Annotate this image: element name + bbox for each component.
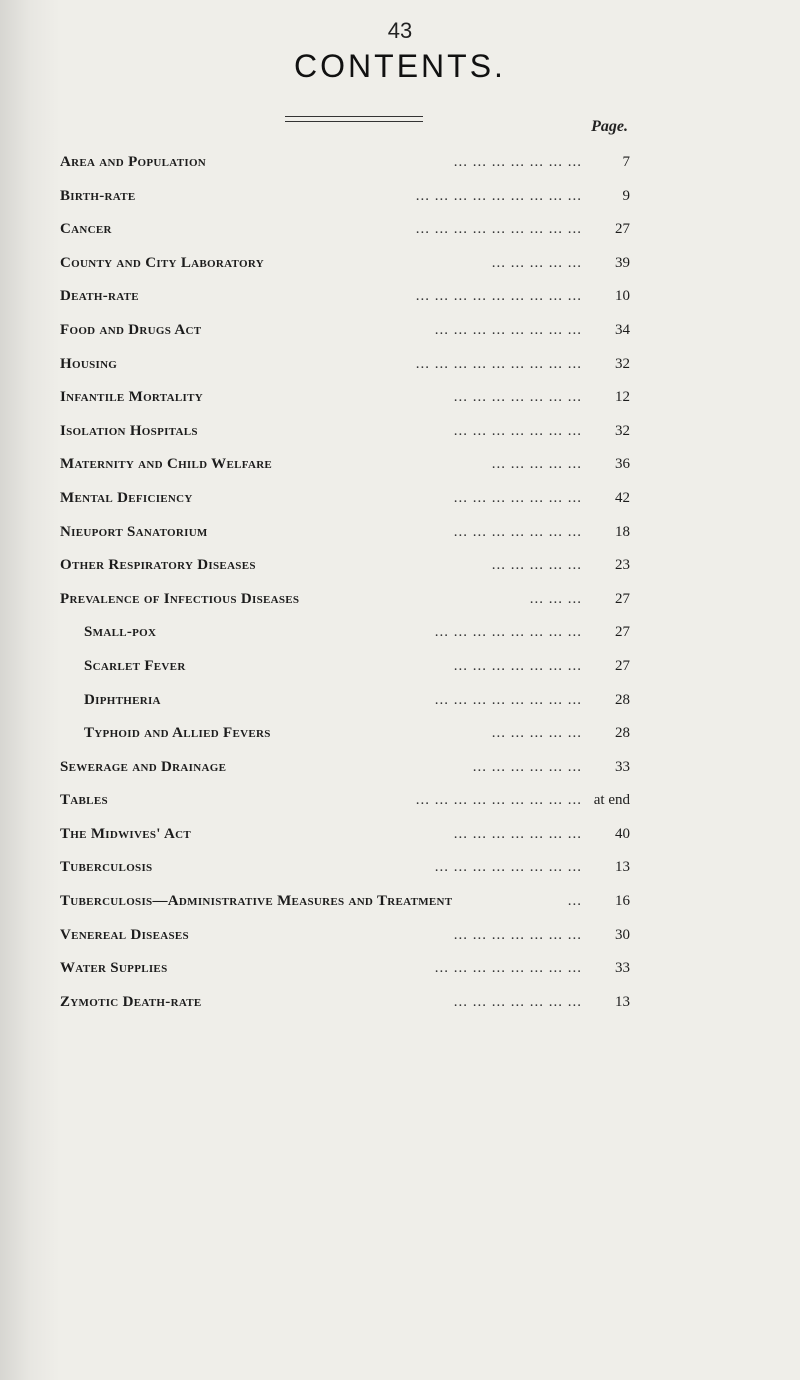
toc-entry	[60, 583, 630, 617]
toc-leader-dots: ... ... ... ... ... ... ... ... ...	[415, 792, 582, 809]
toc-leader-dots: ... ... ...	[529, 590, 582, 607]
toc-entry-page-number: 23	[615, 557, 630, 574]
page-number: 43	[387, 18, 413, 43]
toc-leader-dots: ... ... ... ... ... ... ...	[453, 523, 582, 540]
toc-entry-label: Housing	[60, 355, 118, 372]
toc-entry	[60, 650, 630, 684]
toc-entry-page-number: 39	[615, 254, 630, 271]
toc-entry-label: Other Respiratory Diseases	[60, 557, 256, 574]
toc-leader-dots: ... ... ... ... ... ... ...	[453, 389, 582, 406]
toc-leader-dots: ... ... ... ... ...	[491, 725, 582, 742]
toc-leader-dots: ... ... ... ... ... ... ...	[453, 657, 582, 674]
toc-entry	[60, 885, 630, 919]
toc-leader-dots: ...	[567, 893, 582, 910]
toc-entry	[60, 146, 630, 180]
toc-entry-page-number: 32	[615, 355, 630, 372]
toc-entry-label: Mental Deficiency	[60, 489, 193, 506]
toc-entry	[60, 247, 630, 281]
toc-entry-label: Small-pox	[84, 624, 157, 641]
toc-leader-dots: ... ... ... ... ... ... ... ... ...	[415, 288, 582, 305]
toc-entry-label: Tuberculosis	[60, 859, 153, 876]
toc-entry-label: Nieuport Sanatorium	[60, 523, 208, 540]
toc-entry-label: The Midwives' Act	[60, 825, 192, 842]
toc-leader-dots: ... ... ... ... ...	[491, 557, 582, 574]
toc-leader-dots: ... ... ... ... ... ... ... ... ...	[415, 221, 582, 238]
toc-entry-page-number: 30	[615, 926, 630, 943]
toc-entry-label: Birth-rate	[60, 187, 136, 204]
toc-entry-label: Water Supplies	[60, 960, 168, 977]
toc-entry-page-number: 9	[622, 187, 630, 204]
toc-entry-page-number: 33	[615, 960, 630, 977]
toc-leader-dots: ... ... ... ... ... ... ...	[453, 993, 582, 1010]
toc-entry-page-number: 12	[615, 389, 630, 406]
toc-entry	[60, 213, 630, 247]
toc-entry	[60, 448, 630, 482]
toc-entry	[60, 784, 630, 818]
toc-entry	[60, 919, 630, 953]
toc-entry-label: Zymotic Death-rate	[60, 993, 202, 1010]
page-title: CONTENTS.	[294, 48, 506, 84]
toc-entry	[60, 751, 630, 785]
toc-entry-page-number: at end	[593, 792, 630, 809]
toc-entry	[60, 986, 630, 1020]
toc-entry	[60, 482, 630, 516]
toc-leader-dots: ... ... ... ... ... ... ... ...	[434, 859, 582, 876]
toc-entry	[60, 516, 630, 550]
toc-entry-page-number: 36	[615, 456, 630, 473]
toc-entry-page-number: 27	[615, 657, 630, 674]
toc-entry-page-number: 13	[615, 859, 630, 876]
toc-entry	[60, 381, 630, 415]
table-of-contents	[60, 146, 630, 1019]
toc-leader-dots: ... ... ... ... ... ... ... ...	[434, 624, 582, 641]
toc-entry-page-number: 34	[615, 321, 630, 338]
toc-entry-page-number: 27	[615, 624, 630, 641]
toc-entry	[60, 851, 630, 885]
toc-entry-page-number: 33	[615, 758, 630, 775]
toc-entry-page-number: 27	[615, 221, 630, 238]
toc-leader-dots: ... ... ... ... ... ... ... ... ...	[415, 187, 582, 204]
toc-leader-dots: ... ... ... ... ... ... ...	[453, 489, 582, 506]
toc-entry	[60, 415, 630, 449]
toc-entry-label: Scarlet Fever	[84, 657, 186, 674]
page-column-label: Page.	[591, 118, 628, 135]
toc-entry-label: Cancer	[60, 221, 112, 238]
toc-entry-page-number: 13	[615, 993, 630, 1010]
title-rule-divider	[285, 116, 423, 122]
toc-leader-dots: ... ... ... ... ... ... ... ...	[434, 691, 582, 708]
toc-entry-page-number: 28	[615, 691, 630, 708]
toc-leader-dots: ... ... ... ... ... ... ...	[453, 422, 582, 439]
toc-entry-page-number: 32	[615, 422, 630, 439]
toc-entry	[60, 180, 630, 214]
toc-entry-label: Venereal Diseases	[60, 926, 189, 943]
toc-entry-page-number: 16	[615, 893, 630, 910]
toc-entry-label: Sewerage and Drainage	[60, 758, 227, 775]
toc-leader-dots: ... ... ... ... ...	[491, 456, 582, 473]
toc-entry-label: Tables	[60, 792, 108, 809]
toc-entry-page-number: 40	[615, 825, 630, 842]
toc-entry	[60, 952, 630, 986]
toc-leader-dots: ... ... ... ... ... ... ...	[453, 154, 582, 170]
toc-entry	[60, 348, 630, 382]
toc-entry	[60, 616, 630, 650]
toc-entry-page-number: 42	[615, 489, 630, 506]
toc-leader-dots: ... ... ... ... ... ... ... ... ...	[415, 355, 582, 372]
toc-entry	[60, 818, 630, 852]
toc-entry	[60, 684, 630, 718]
toc-entry	[60, 549, 630, 583]
toc-entry-label: Tuberculosis—Administrative Measures and Treatment	[60, 893, 453, 910]
toc-entry-label: Diphtheria	[84, 691, 161, 708]
toc-entry-label: Maternity and Child Welfare	[60, 456, 273, 473]
toc-leader-dots: ... ... ... ... ... ... ...	[453, 825, 582, 842]
toc-leader-dots: ... ... ... ... ...	[491, 254, 582, 271]
toc-entry	[60, 314, 630, 348]
toc-entry	[60, 717, 630, 751]
toc-entry-label: Food and Drugs Act	[60, 321, 202, 338]
toc-leader-dots: ... ... ... ... ... ... ...	[453, 926, 582, 943]
toc-entry-page-number: 10	[615, 288, 630, 305]
toc-entry-label: Isolation Hospitals	[60, 422, 198, 439]
toc-entry-label: Area and Population	[60, 154, 207, 170]
toc-entry-page-number: 18	[615, 523, 630, 540]
toc-entry-page-number: 28	[615, 725, 630, 742]
toc-leader-dots: ... ... ... ... ... ... ... ...	[434, 321, 582, 338]
toc-leader-dots: ... ... ... ... ... ...	[472, 758, 582, 775]
toc-entry-page-number: 7	[622, 154, 630, 170]
toc-entry-page-number: 27	[615, 590, 630, 607]
toc-entry-label: County and City Laboratory	[60, 254, 264, 271]
toc-entry-label: Prevalence of Infectious Diseases	[60, 590, 300, 607]
toc-entry-label: Death-rate	[60, 288, 139, 305]
toc-entry-label: Typhoid and Allied Fevers	[84, 725, 271, 742]
toc-entry	[60, 280, 630, 314]
toc-leader-dots: ... ... ... ... ... ... ... ...	[434, 960, 582, 977]
toc-entry-label: Infantile Mortality	[60, 389, 203, 406]
